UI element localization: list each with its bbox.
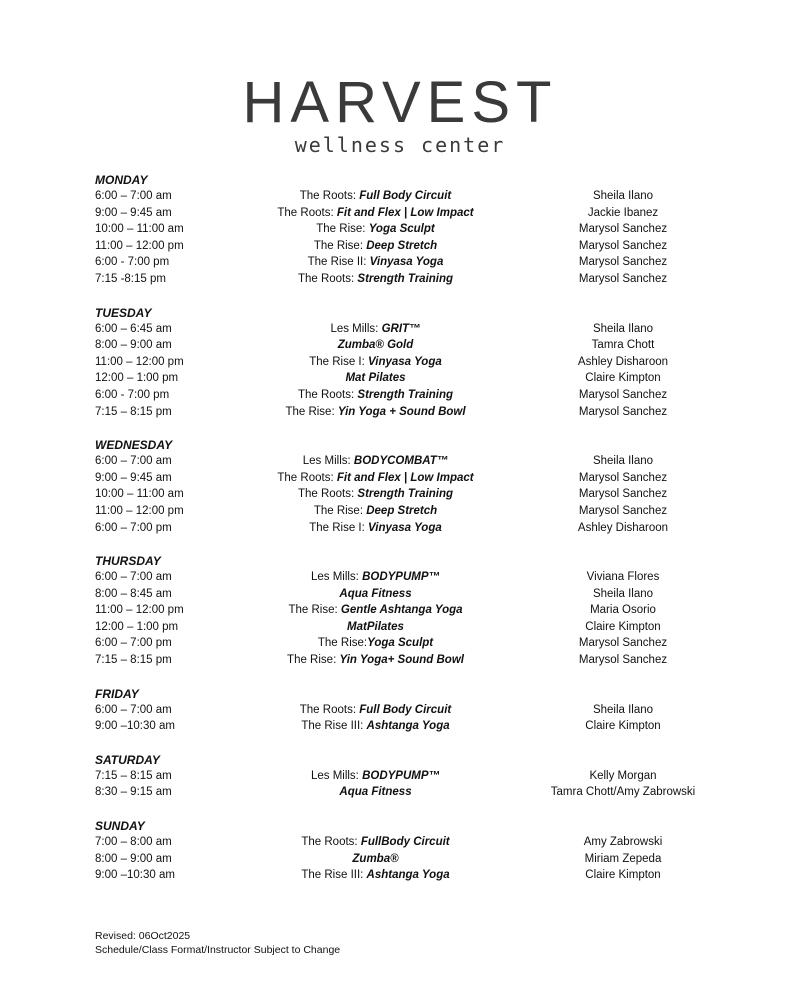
session-time: 11:00 – 12:00 pm bbox=[95, 504, 184, 517]
class-title: Full Body Circuit bbox=[359, 703, 452, 716]
session-row bbox=[95, 702, 725, 719]
session-class bbox=[183, 238, 568, 255]
logo-tagline: wellness center bbox=[294, 133, 506, 157]
session-class bbox=[183, 569, 568, 586]
revised-date: Revised: 06Oct2025 bbox=[95, 930, 191, 942]
session-instructor: Sheila Ilano bbox=[592, 455, 654, 468]
day-friday bbox=[95, 686, 725, 735]
class-title: MatPilates bbox=[347, 620, 404, 633]
session-row bbox=[95, 404, 725, 421]
class-title: Zumba® Gold bbox=[337, 339, 414, 352]
session-time: 6:00 – 7:00 am bbox=[95, 703, 172, 716]
session-instructor: Sheila Ilano bbox=[592, 190, 654, 202]
session-time: 6:00 – 6:45 am bbox=[95, 322, 172, 335]
session-class bbox=[183, 387, 568, 404]
class-prefix: The Rise: bbox=[313, 504, 367, 517]
session-row bbox=[95, 337, 725, 354]
session-instructor: Viviana Flores bbox=[586, 571, 660, 584]
class-prefix: The Rise II: bbox=[307, 256, 370, 269]
session-instructor: Ashley Disharoon bbox=[577, 521, 669, 534]
session-class bbox=[183, 188, 568, 205]
session-instructor: Tamra Chott bbox=[591, 339, 655, 352]
session-time: 9:00 –10:30 am bbox=[95, 869, 175, 882]
class-title: Deep Stretch bbox=[366, 239, 438, 252]
logo bbox=[0, 70, 800, 160]
class-prefix: The Roots: bbox=[297, 272, 358, 285]
session-instructor: Marysol Sanchez bbox=[578, 405, 668, 418]
session-time: 9:00 – 9:45 am bbox=[95, 471, 172, 484]
class-prefix: The Rise I: bbox=[309, 521, 369, 534]
class-title: Deep Stretch bbox=[366, 504, 438, 517]
session-class bbox=[183, 221, 568, 238]
session-class bbox=[183, 784, 568, 801]
session-row bbox=[95, 221, 725, 238]
session-class bbox=[183, 635, 568, 652]
session-row bbox=[95, 205, 725, 222]
session-instructor: Marysol Sanchez bbox=[578, 256, 668, 269]
session-row bbox=[95, 271, 725, 288]
session-row bbox=[95, 520, 725, 537]
session-row bbox=[95, 321, 725, 338]
class-title: Aqua Fitness bbox=[339, 587, 412, 600]
session-time: 11:00 – 12:00 pm bbox=[95, 355, 184, 368]
class-prefix: The Rise: bbox=[287, 654, 340, 667]
session-class bbox=[183, 337, 568, 354]
session-class bbox=[183, 254, 568, 271]
session-time: 8:00 – 9:00 am bbox=[95, 339, 172, 352]
session-row bbox=[95, 238, 725, 255]
session-instructor: Sheila Ilano bbox=[592, 322, 654, 335]
session-class bbox=[183, 602, 568, 619]
session-time: 8:30 – 9:15 am bbox=[95, 786, 172, 799]
session-row bbox=[95, 354, 725, 371]
day-name: WEDNESDAY bbox=[95, 438, 173, 453]
session-instructor: Claire Kimpton bbox=[585, 869, 661, 882]
session-instructor: Marysol Sanchez bbox=[578, 637, 668, 650]
footer bbox=[95, 929, 340, 957]
session-class bbox=[183, 768, 568, 785]
class-prefix: The Rise: bbox=[317, 637, 368, 650]
session-instructor: Maria Osorio bbox=[590, 604, 656, 617]
session-instructor: Miriam Zepeda bbox=[584, 852, 662, 865]
session-instructor: Marysol Sanchez bbox=[578, 388, 668, 401]
day-sunday bbox=[95, 818, 725, 884]
session-row bbox=[95, 188, 725, 205]
class-title: Full Body Circuit bbox=[359, 190, 452, 202]
class-prefix: The Roots: bbox=[297, 388, 358, 401]
session-class bbox=[183, 851, 568, 868]
class-prefix: The Roots: bbox=[297, 488, 358, 501]
session-instructor: Claire Kimpton bbox=[585, 620, 661, 633]
class-title: GRIT™ bbox=[381, 322, 421, 335]
session-row bbox=[95, 768, 725, 785]
session-time: 6:00 – 7:00 pm bbox=[95, 521, 172, 534]
session-class bbox=[183, 321, 568, 338]
class-title: Mat Pilates bbox=[345, 372, 406, 385]
session-class bbox=[183, 271, 568, 288]
session-row bbox=[95, 867, 725, 884]
session-class bbox=[183, 834, 568, 851]
class-title: BODYCOMBAT™ bbox=[353, 455, 449, 468]
class-title: FullBody Circuit bbox=[360, 836, 450, 849]
class-title: Yin Yoga+ Sound Bowl bbox=[339, 654, 464, 667]
session-row bbox=[95, 503, 725, 520]
class-prefix: The Rise: bbox=[288, 604, 341, 617]
session-instructor: Marysol Sanchez bbox=[578, 471, 668, 484]
session-time: 6:00 - 7:00 pm bbox=[95, 388, 170, 401]
session-class bbox=[183, 520, 568, 537]
session-instructor: Marysol Sanchez bbox=[578, 654, 668, 667]
session-class bbox=[183, 370, 568, 387]
harvest-logo bbox=[200, 70, 600, 160]
class-prefix: The Roots: bbox=[277, 206, 337, 219]
day-name: SUNDAY bbox=[95, 819, 145, 834]
class-title: Vinyasa Yoga bbox=[368, 521, 442, 534]
class-prefix: The Rise: bbox=[285, 405, 338, 418]
class-title: BODYPUMP™ bbox=[362, 769, 441, 782]
class-prefix: Les Mills: bbox=[302, 455, 354, 468]
session-time: 10:00 – 11:00 am bbox=[95, 223, 184, 236]
session-row bbox=[95, 784, 725, 801]
session-row bbox=[95, 851, 725, 868]
session-time: 10:00 – 11:00 am bbox=[95, 488, 184, 501]
session-time: 8:00 – 9:00 am bbox=[95, 852, 172, 865]
session-time: 6:00 – 7:00 am bbox=[95, 455, 172, 468]
session-class bbox=[183, 619, 568, 636]
class-title: Fit and Flex | Low Impact bbox=[336, 471, 474, 484]
session-class bbox=[183, 354, 568, 371]
session-class bbox=[183, 453, 568, 470]
session-instructor: Ashley Disharoon bbox=[577, 355, 669, 368]
session-instructor: Kelly Morgan bbox=[589, 769, 657, 782]
class-title: Strength Training bbox=[357, 272, 454, 285]
class-title: Vinyasa Yoga bbox=[369, 256, 444, 269]
session-time: 7:15 -8:15 pm bbox=[95, 272, 166, 285]
day-name: SATURDAY bbox=[95, 752, 160, 767]
session-row bbox=[95, 635, 725, 652]
session-row bbox=[95, 254, 725, 271]
class-title: Aqua Fitness bbox=[339, 786, 412, 799]
class-prefix: Les Mills: bbox=[310, 571, 363, 584]
day-monday bbox=[95, 172, 725, 288]
session-time: 11:00 – 12:00 pm bbox=[95, 239, 184, 252]
schedule bbox=[95, 172, 725, 901]
class-title: Yoga Sculpt bbox=[368, 223, 435, 236]
session-instructor: Marysol Sanchez bbox=[578, 504, 668, 517]
session-instructor: Tamra Chott/Amy Zabrowski bbox=[550, 786, 696, 799]
session-instructor: Amy Zabrowski bbox=[583, 836, 663, 849]
day-saturday bbox=[95, 752, 725, 801]
session-time: 9:00 –10:30 am bbox=[95, 720, 175, 733]
session-time: 6:00 - 7:00 pm bbox=[95, 256, 170, 269]
class-title: Ashtanga Yoga bbox=[366, 869, 450, 882]
day-name: TUESDAY bbox=[95, 305, 152, 320]
class-prefix: Les Mills: bbox=[330, 322, 382, 335]
session-row bbox=[95, 569, 725, 586]
day-name: FRIDAY bbox=[95, 686, 139, 701]
class-prefix: The Roots: bbox=[299, 190, 360, 202]
class-title: Yoga Sculpt bbox=[367, 637, 434, 650]
class-title: BODYPUMP™ bbox=[362, 571, 441, 584]
session-time: 8:00 – 8:45 am bbox=[95, 587, 172, 600]
class-title: Gentle Ashtanga Yoga bbox=[340, 604, 463, 617]
class-prefix: The Rise: bbox=[313, 239, 367, 252]
session-class bbox=[183, 205, 568, 222]
session-instructor: Claire Kimpton bbox=[585, 372, 661, 385]
session-time: 12:00 – 1:00 pm bbox=[95, 372, 179, 385]
session-time: 9:00 – 9:45 am bbox=[95, 206, 172, 219]
class-prefix: The Rise I: bbox=[309, 355, 369, 368]
session-class bbox=[183, 586, 568, 603]
session-time: 6:00 – 7:00 am bbox=[95, 190, 172, 202]
session-row bbox=[95, 834, 725, 851]
class-prefix: The Roots: bbox=[299, 703, 360, 716]
session-time: 7:15 – 8:15 am bbox=[95, 769, 172, 782]
session-class bbox=[183, 867, 568, 884]
session-instructor: Marysol Sanchez bbox=[578, 223, 668, 236]
session-row bbox=[95, 619, 725, 636]
class-title: Fit and Flex | Low Impact bbox=[336, 206, 474, 219]
session-row bbox=[95, 486, 725, 503]
session-instructor: Marysol Sanchez bbox=[578, 272, 668, 285]
logo-brand: HARVEST bbox=[242, 70, 558, 135]
session-class bbox=[183, 503, 568, 520]
session-row bbox=[95, 586, 725, 603]
session-class bbox=[183, 702, 568, 719]
class-title: Ashtanga Yoga bbox=[366, 720, 450, 733]
class-prefix: The Rise III: bbox=[301, 869, 367, 882]
disclaimer: Schedule/Class Format/Instructor Subject to Change bbox=[95, 944, 341, 956]
session-time: 12:00 – 1:00 pm bbox=[95, 620, 179, 633]
class-prefix: Les Mills: bbox=[310, 769, 363, 782]
session-class bbox=[183, 404, 568, 421]
class-prefix: The Roots: bbox=[301, 836, 361, 849]
session-row bbox=[95, 652, 725, 669]
session-row bbox=[95, 718, 725, 735]
day-name: THURSDAY bbox=[95, 554, 161, 569]
class-prefix: The Rise: bbox=[316, 223, 369, 236]
session-class bbox=[183, 470, 568, 487]
class-title: Strength Training bbox=[357, 388, 454, 401]
session-time: 7:15 – 8:15 pm bbox=[95, 654, 172, 667]
class-prefix: The Roots: bbox=[277, 471, 337, 484]
session-row bbox=[95, 370, 725, 387]
session-instructor: Marysol Sanchez bbox=[578, 239, 668, 252]
day-thursday bbox=[95, 553, 725, 669]
day-wednesday bbox=[95, 437, 725, 536]
day-tuesday bbox=[95, 305, 725, 421]
session-instructor: Sheila Ilano bbox=[592, 703, 654, 716]
session-instructor: Sheila Ilano bbox=[592, 587, 654, 600]
session-instructor: Marysol Sanchez bbox=[578, 488, 668, 501]
class-prefix: The Rise III: bbox=[301, 720, 367, 733]
session-time: 7:15 – 8:15 pm bbox=[95, 405, 172, 418]
session-time: 6:00 – 7:00 am bbox=[95, 571, 172, 584]
session-time: 7:00 – 8:00 am bbox=[95, 836, 172, 849]
class-title: Yin Yoga + Sound Bowl bbox=[337, 405, 466, 418]
session-instructor: Claire Kimpton bbox=[585, 720, 661, 733]
session-instructor: Jackie Ibanez bbox=[587, 206, 659, 219]
session-time: 6:00 – 7:00 pm bbox=[95, 637, 172, 650]
session-row bbox=[95, 602, 725, 619]
day-name: MONDAY bbox=[95, 173, 148, 187]
session-class bbox=[183, 486, 568, 503]
session-class bbox=[183, 652, 568, 669]
session-row bbox=[95, 470, 725, 487]
class-title: Zumba® bbox=[352, 852, 399, 865]
class-title: Vinyasa Yoga bbox=[368, 355, 442, 368]
session-time: 11:00 – 12:00 pm bbox=[95, 604, 184, 617]
session-row bbox=[95, 387, 725, 404]
session-class bbox=[183, 718, 568, 735]
session-row bbox=[95, 453, 725, 470]
class-title: Strength Training bbox=[357, 488, 454, 501]
